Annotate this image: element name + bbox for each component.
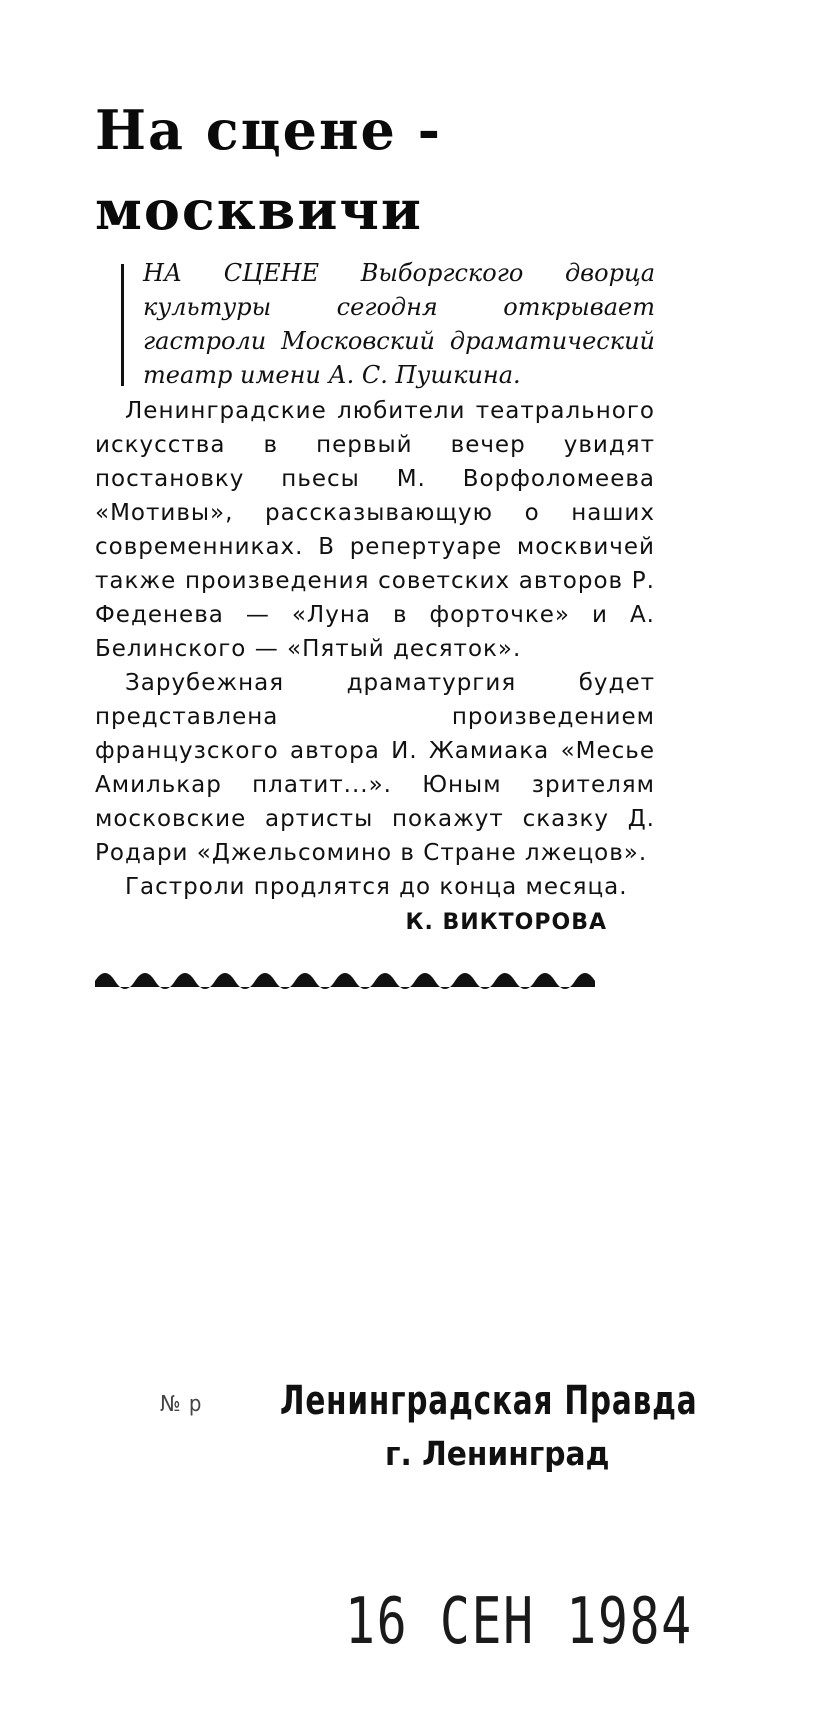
headline [95,90,655,250]
newspaper-clipping [95,90,655,989]
body-paragraph-2: Зарубежная драматургия будет представлена произведением французского автора И. Жамиака «Месье Амилькар платит...». Юным зрителям московские артисты покажут сказку Д. Родари «Джельсомино в Стране лжецов». [95,670,655,866]
headline-line-1: На сцене - [95,98,443,162]
issue-mark: № р [160,1392,203,1417]
lead-paragraph [95,256,655,392]
author-signature: К. ВИКТОРОВА [405,910,607,935]
body-paragraph-3: Гастроли продлятся до конца месяца. [125,874,628,900]
headline-line-2: москвичи [95,178,423,242]
lead-margin-rule [121,264,124,386]
lead-text: НА СЦЕНЕ Выборгского дворца культуры сегодня открывает гастроли Московский драматический театр имени А. С. Пушкина. [143,259,655,389]
body-paragraph-1: Ленинградские любители театрального искусства в первый вечер увидят постановку пьесы М. Ворфоломеева «Мотивы», рассказывающую о наших современниках. В репертуаре москвичей также произведения советских авторов Р. Феденева — «Луна в форточке» и А. Белинского — «Пятый десяток». [95,398,655,662]
wavy-divider [95,963,595,989]
newspaper-name: Ленинградская Правда [280,1378,698,1424]
date-stamp: 16 СЕН 1984 [345,1585,693,1659]
city-name: г. Ленинград [385,1434,610,1473]
